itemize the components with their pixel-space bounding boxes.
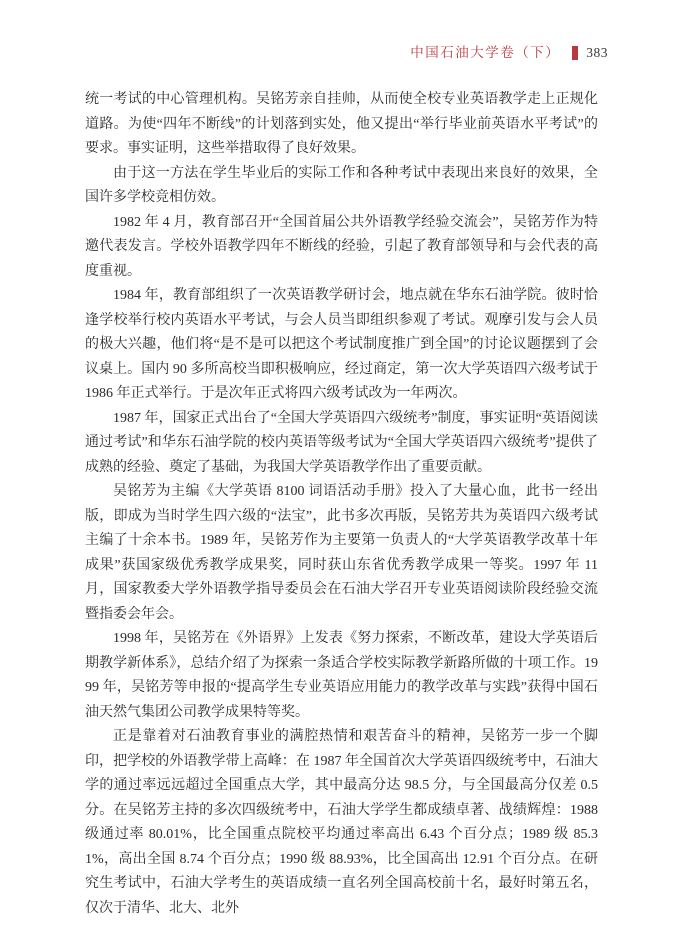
paragraph: 1987 年，国家正式出台了“全国大学英语四六级统考”制度，事实证明“英语阅读通过考试”和华东石油学院的校内英语等级考试为“全国大学英语四六级统考”提供了成熟的经验、奠定了基础，为我国大学英语教学作出了重要贡献。 — [85, 410, 598, 475]
paragraph: 1984 年，教育部组织了一次英语教学研讨会，地点就在华东石油学院。彼时恰逢学校举行校内英语水平考试，与会人员当即组织参观了考试。观摩引发与会人员的极大兴趣，他们将“是不是可以把这个考试制度推广到全国”的讨论议题摆到了会议桌上。国内 90 多所高校当即积极响应，经过商定，第一次大学英语四六级考试于 1986 年正式举行。于是次年正式将四六级考试改为一年两次。 — [85, 288, 598, 401]
paragraph: 1982 年 4 月，教育部召开“全国首届公共外语教学经验交流会”，吴铭芳作为特邀代表发言。学校外语教学四年不断线的经验，引起了教育部领导和与会代表的高度重视。 — [85, 214, 598, 279]
header-volume-title: 中国石油大学卷（下） — [410, 45, 561, 60]
paragraph: 吴铭芳为主编《大学英语 8100 词语活动手册》投入了大量心血，此书一经出版，即成为当时学生四六级的“法宝”，此书多次再版，吴铭芳共为英语四六级考试主编了十余本书。1989 年，吴铭芳作为主要第一负责人的“大学英语教学改革十年成果”获国家级优秀教学成果奖，同时获山东省优秀教学成果一等奖。1997 年 11 月，国家教委大学外语教学指导委员会在石油大学召开专业英语阅读阶段经验交流暨指委会年会。 — [85, 484, 598, 622]
paragraph-continuation: 统一考试的中心管理机构。吴铭芳亲自挂帅，从而使全校专业英语教学走上正规化道路。为使“四年不断线”的计划落到实处，他又提出“举行毕业前英语水平考试”的要求。事实证明，这些举措取得了良好效果。 — [85, 92, 598, 156]
paragraph: 1998 年，吴铭芳在《外语界》上发表《努力探索，不断改革，建设大学英语后期教学新体系》，总结介绍了为探索一条适合学校实际教学新路所做的十项工作。1999 年，吴铭芳等申报的“提高学生专业英语应用能力的教学改革与实践”获得中国石油天然气集团公司教学成果特等奖。 — [85, 631, 598, 720]
article-body — [85, 88, 598, 921]
running-header — [85, 44, 608, 62]
paragraph: 由于这一方法在学生毕业后的实际工作和各种考试中表现出来良好的效果，全国许多学校竞相仿效。 — [85, 165, 598, 205]
header-divider-bar-icon — [572, 46, 578, 60]
paragraph: 正是靠着对石油教育事业的满腔热情和艰苦奋斗的精神，吴铭芳一步一个脚印，把学校的外语教学带上高峰：在 1987 年全国首次大学英语四级统考中，石油大学的通过率远远超过全国重点大学，其中最高分达 98.5 分，与全国最高分仅差 0.5 分。在吴铭芳主持的多次四级统考中，石油大学学生都成绩卓著、战绩辉煌：1988 级通过率 80.01%，比全国重点院校平均通过率高出 6.43 个百分点；1989 级 85.31%，高出全国 8.74 个百分点；1990 级 88.93%，比全国高出 12.91 个百分点。在研究生考试中，石油大学考生的英语成绩一直名列全国高校前十名，最好时第五名，仅次于清华、北大、北外 — [85, 729, 598, 916]
header-page-number: 383 — [586, 45, 608, 60]
